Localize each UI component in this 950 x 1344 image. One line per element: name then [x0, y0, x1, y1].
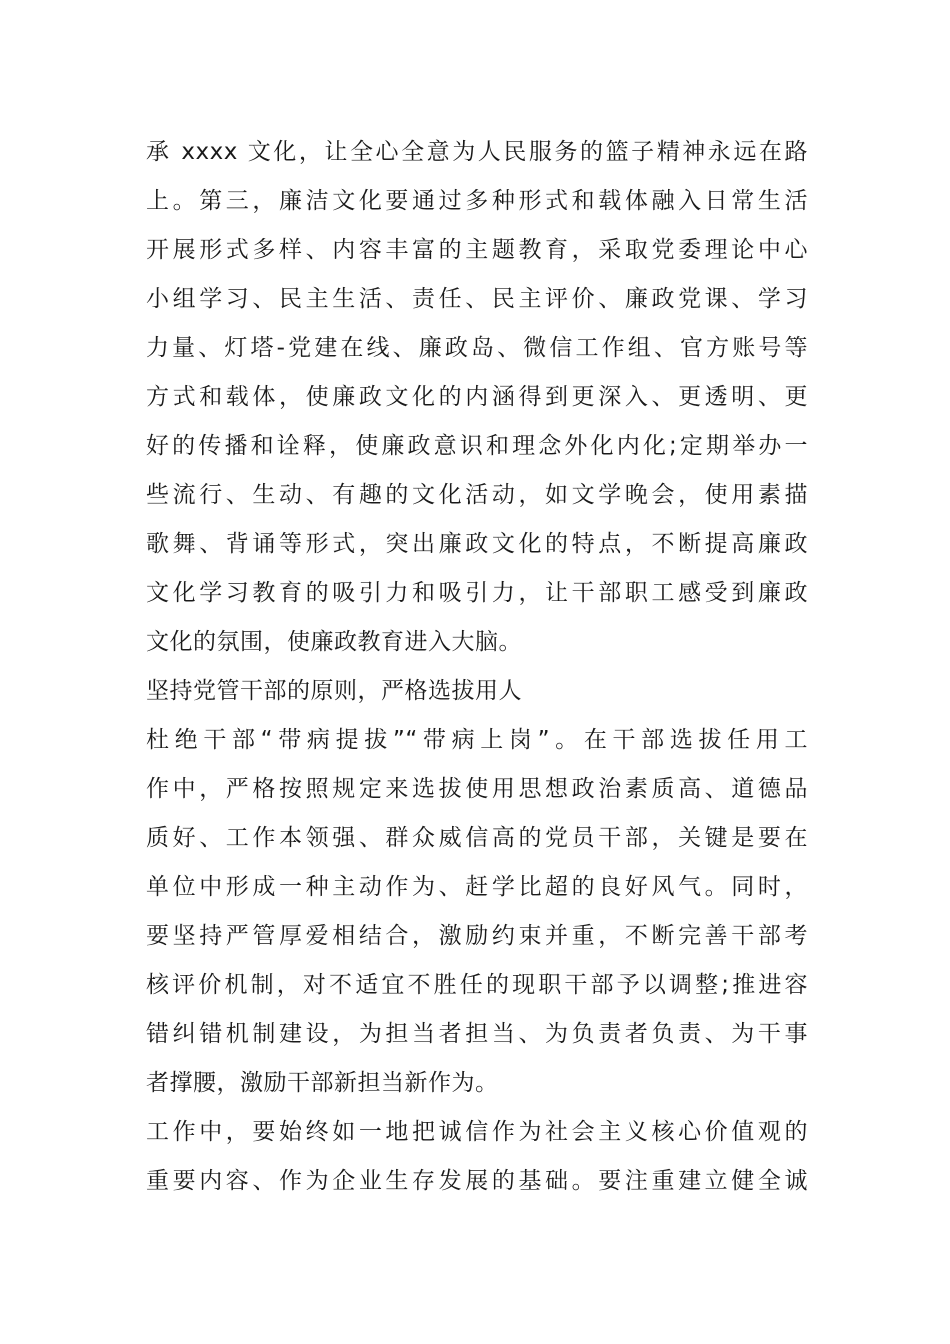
paragraph-integrity — [146, 1108, 808, 1206]
text-line: 要坚持严管厚爱相结合，激励约束并重，不断完善干部考 — [146, 923, 808, 949]
text-line: 方式和载体，使廉政文化的内涵得到更深入、更透明、更 — [146, 384, 808, 410]
text-line: 些流行、生动、有趣的文化活动，如文学晚会，使用素描 — [146, 482, 808, 508]
text-line: 工作中，要始终如一地把诚信作为社会主义核心价值观的 — [146, 1119, 808, 1145]
text-line: 承 xxxx 文化，让全心全意为人民服务的篮子精神永远在路 — [146, 139, 808, 165]
text-line: 力量、灯塔-党建在线、廉政岛、微信工作组、官方账号等 — [146, 335, 808, 361]
text-line: 质好、工作本领强、群众威信高的党员干部，关键是要在 — [146, 825, 808, 851]
text-line: 杜绝干部“带病提拔”“带病上岗”。在干部选拔任用工 — [146, 727, 808, 753]
text-line: 作中，严格按照规定来选拔使用思想政治素质高、道德品 — [146, 776, 808, 802]
paragraph-culture — [146, 128, 808, 667]
text-line: 文化学习教育的吸引力和吸引力，让干部职工感受到廉政 — [146, 580, 808, 606]
section-heading — [146, 667, 808, 716]
text-line: 好的传播和诠释，使廉政意识和理念外化内化;定期举办一 — [146, 433, 808, 459]
text-line: 上。第三，廉洁文化要通过多种形式和载体融入日常生活 — [146, 188, 808, 214]
text-line: 歌舞、背诵等形式，突出廉政文化的特点，不断提高廉政 — [146, 531, 808, 557]
heading-line: 坚持党管干部的原则，严格选拔用人 — [146, 678, 522, 704]
paragraph-cadre-selection — [146, 716, 808, 1108]
text-line: 小组学习、民主生活、责任、民主评价、廉政党课、学习 — [146, 286, 808, 312]
document-body — [146, 128, 808, 1206]
text-line: 重要内容、作为企业生存发展的基础。要注重建立健全诚 — [146, 1168, 808, 1194]
text-line: 者撑腰，激励干部新担当新作为。 — [146, 1070, 499, 1096]
text-line: 开展形式多样、内容丰富的主题教育，采取党委理论中心 — [146, 237, 808, 263]
text-line: 单位中形成一种主动作为、赶学比超的良好风气。同时， — [146, 874, 808, 900]
text-line: 核评价机制，对不适宜不胜任的现职干部予以调整;推进容 — [146, 972, 808, 998]
text-line: 文化的氛围，使廉政教育进入大脑。 — [146, 629, 522, 655]
text-line: 错纠错机制建设，为担当者担当、为负责者负责、为干事 — [146, 1021, 808, 1047]
